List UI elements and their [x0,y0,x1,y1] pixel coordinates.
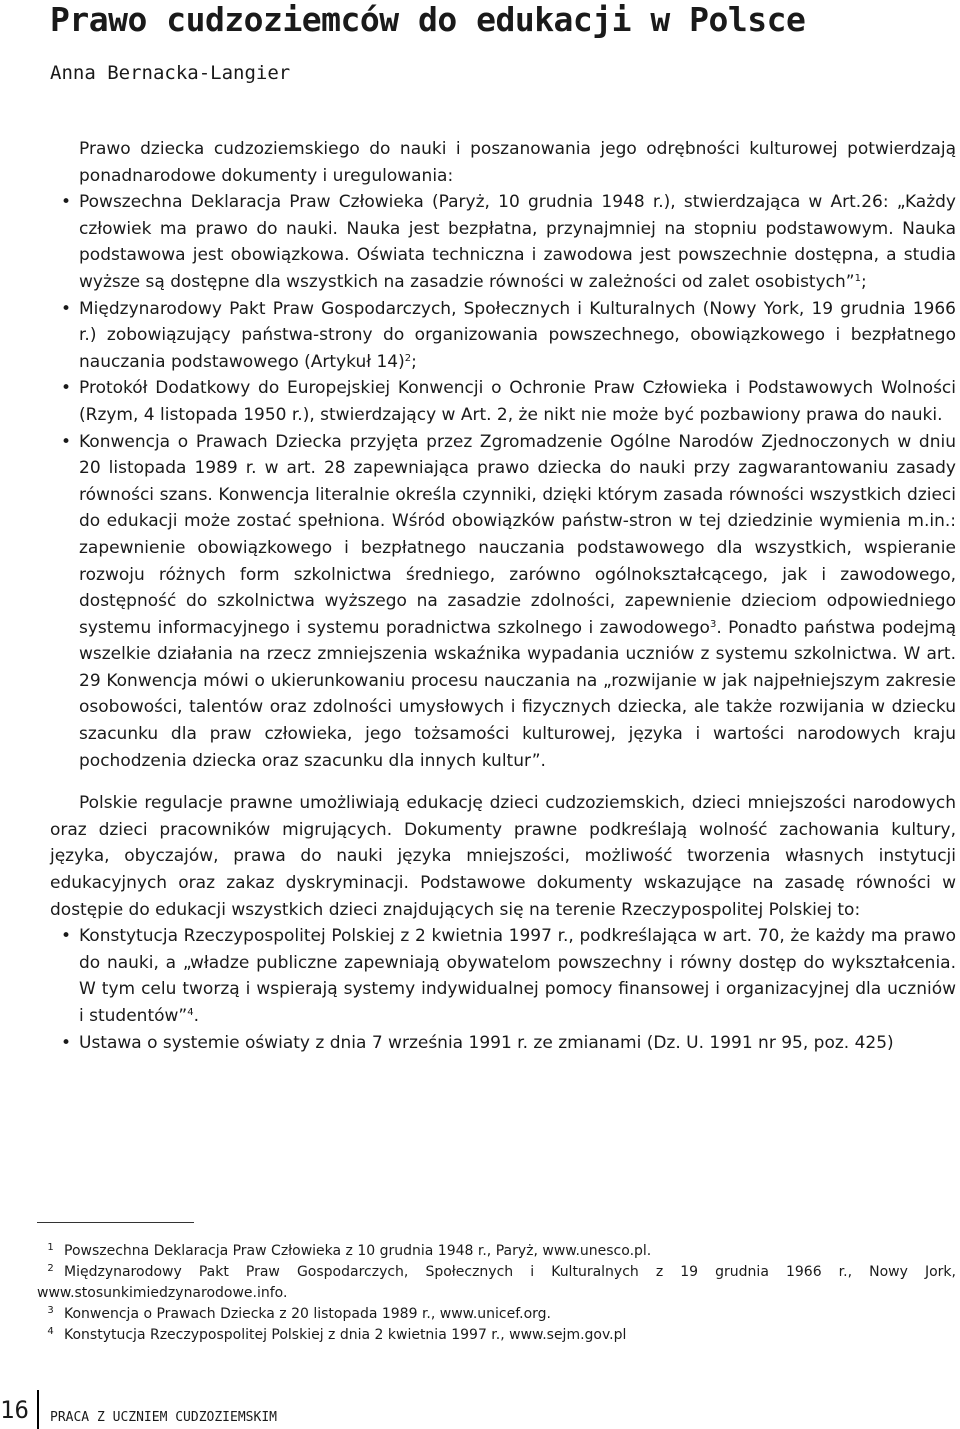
page-number: 16 [0,1396,29,1424]
polish-regulations-paragraph: Polskie regulacje prawne umożliwiają edukację dzieci cudzoziemskich, dzieci mniejszości narodowych oraz dzieci pracowników migrujących. Dokumenty prawne podkreślają wolność zachowania kultury, języka, obyczajów, prawa do nauki języka mniejszości, możliwość tworzenia własnych instytucji edukacyjnych oraz zakaz dyskryminacji. Podstawowe dokumenty wskazujące na zasadę równości w dostępie do edukacji wszystkich dzieci znajdujących się na terenie Rzeczypospolitej Polskiej to: [50,793,956,920]
footnote-ref: 4 [187,1007,194,1018]
list-item: • Protokół Dodatkowy do Europejskiej Konwencji o Ochronie Praw Człowieka i Podstawowych Wolności (Rzym, 4 listopada 1950 r.), stwierdzający w Art. 2, że nikt nie może być pozbawiony prawa do nauki. [79,375,956,428]
bullet-list-international [79,189,956,774]
list-item: • Konwencja o Prawach Dziecka przyjęta przez Zgromadzenie Ogólne Narodów Zjednoczonych w dniu 20 listopada 1989 r. w art. 28 zapewniająca prawo dziecka do nauki przy zagwarantowaniu zasady równości szans. Konwencja literalnie określa czynniki, dzięki którym zasada równości wszystkich dzieci do edukacji może zostać spełniona. Wśród obowiązków państw-stron w tej dziedzinie wymienia m.in.: zapewnienie obowiązkowego i bezpłatnego nauczania podstawowego dla wszystkich, wspieranie rozwoju różnych form szkolnictwa średniego, zarówno ogólnokształcącego, jak i zawodowego, dostępność do szkolnictwa wyższego na zasadzie zdolności, zapewnienie dzieciom odpowiedniego systemu informacyjnego i systemu poradnictwa szkolnego i zawodowego$^3$. Ponadto państwa podejmą wszelkie działania na rzecz zmniejszenia wskaźnika wypadania uczniów z systemu szkolnictwa. W art. 29 Konwencja mówi o ukierunkowaniu procesu nauczania na „rozwijanie w jak najpełniejszym zakresie osobowości, talentów oraz zdolności umysłowych i fizycznych dziecka, ale także rozwijania w dziecku szacunku dla praw człowieka, jego tożsamości kulturowej, języka i wartości narodowych kraju pochodzenia dziecka oraz szacunku dla innych kultur”. [79,429,956,775]
list-item: • Ustawa o systemie oświaty z dnia 7 września 1991 r. ze zmianami (Dz. U. 1991 nr 95, poz. 425) [79,1030,956,1057]
list-item: • Międzynarodowy Pakt Praw Gospodarczych, Społecznych i Kulturalnych (Nowy York, 19 grudnia 1966 r.) zobowiązujący państwa-strony do organizowania powszechnego, obowiązkowego i bezpłatnego nauczania podstawowego (Artykuł 14)$^2$; [79,296,956,376]
list-item: • Konstytucja Rzeczypospolitej Polskiej z 2 kwietnia 1997 r., podkreślająca w art. 70, że każdy ma prawo do nauki, a „władze publiczne zapewniają obywatelom powszechny i równy dostęp do wykształcenia. W tym celu tworzą i wspierają systemy indywidualnej pomocy finansowej i organizacyjnej dla uczniów i studentów”$^4$. [79,923,956,1029]
running-title: PRACA Z UCZNIEM CUDZOZIEMSKIM [50,1410,277,1425]
footnote: 2 Międzynarodowy Pakt Praw Gospodarczych, Społecznych i Kulturalnych z 19 grudnia 1966 r., Nowy Jork, www.stosunkimiedzynarodowe.info. [37,1263,956,1301]
page-title: Prawo cudzoziemców do edukacji w Polsce [50,0,806,39]
footnotes [37,1241,956,1346]
footnote: 1 Powszechna Deklaracja Praw Człowieka z 10 grudnia 1948 r., Paryż, www.unesco.pl. [47,1242,652,1259]
list-item: • Powszechna Deklaracja Praw Człowieka (Paryż, 10 grudnia 1948 r.), stwierdzająca w Art.26: „Każdy człowiek ma prawo do nauki. Nauka jest bezpłatna, przynajmniej na stopniu podstawowym. Nauka podstawowa jest obowiązkowa. Oświata techniczna i zawodowa jest powszechnie dostępna, a studia wyższe są dostępne dla wszystkich na zasadzie równości w zależności od zalet osobistych”$^1$; [79,189,956,295]
footnote-ref: 1 [854,272,861,284]
footnote-divider [37,1222,194,1223]
footnote: 4 Konstytucja Rzeczypospolitej Polskiej z dnia 2 kwietnia 1997 r., www.sejm.gov.pl [47,1326,627,1343]
footer-divider [37,1390,39,1429]
intro-paragraph: Prawo dziecka cudzoziemskiego do nauki i poszanowania jego odrębności kulturowej potwierdzają ponadnarodowe dokumenty i uregulowania: [79,139,956,186]
footnote-ref: 2 [404,352,412,364]
bullet-list-polish [79,923,956,1056]
footnote: 3 Konwencja o Prawach Dziecka z 20 listopada 1989 r., www.unicef.org. [47,1305,551,1322]
author-name: Anna Bernacka-Langier [50,62,291,84]
footnote-ref: 3 [709,618,717,630]
article-body [50,136,956,1056]
